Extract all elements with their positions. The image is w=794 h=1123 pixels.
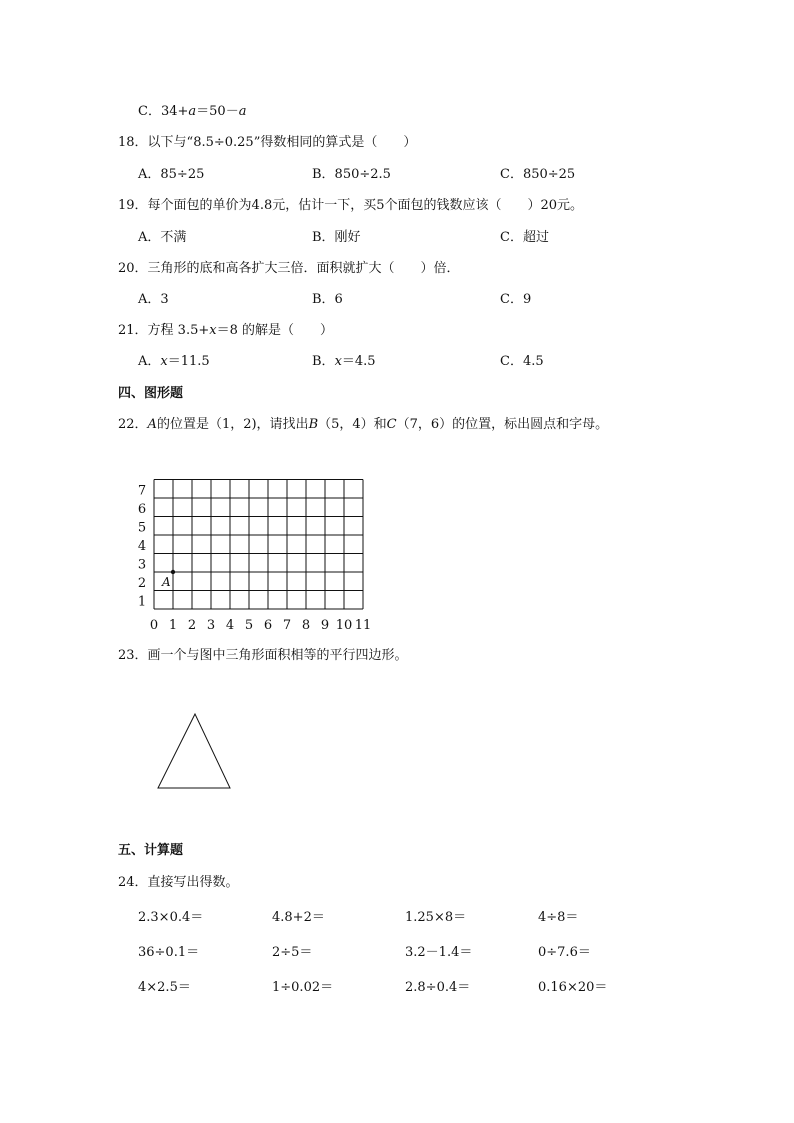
triangle-figure [150,708,240,794]
q21-stem-suffix: ＝8 的解是（ ） [216,323,333,338]
q17-option-c-mid: ＝50－ [196,104,239,119]
q22-stem [118,416,608,434]
q20-stem: 20．三角形的底和高各扩大三倍．面积就扩大（ ）倍． [118,261,460,276]
q19-stem: 19．每个面包的单价为4.8元，估计一下，买5个面包的钱数应该（ ）20元。 [118,198,584,213]
q23-stem: 23．画一个与图中三角形面积相等的平行四边形。 [118,648,408,663]
q18-stem: 18．以下与“8.5÷0.25”得数相同的算式是（ ） [118,135,417,150]
calc-r2-c4: 0÷7.6＝ [538,945,591,960]
x-tick-label-4: 4 [225,618,235,633]
q21-opt-a-suffix: ＝11.5 [167,354,210,369]
calc-r3-c4: 0.16×20＝ [538,980,608,995]
section-4-title: 四、图形题 [118,386,184,401]
y-tick-label-1: 1 [137,594,147,610]
q21-option-a [138,353,210,371]
q21-stem-var: x [209,323,217,338]
x-tick-label-0: 0 [149,618,159,633]
q21-opt-b-var: x [334,354,342,369]
x-tick-label-2: 2 [187,618,197,633]
q19-option-c: C．超过 [500,230,549,245]
calc-r3-c3: 2.8÷0.4＝ [405,980,471,995]
x-tick-label-3: 3 [206,618,216,633]
x-tick-label-10: 10 [335,618,353,633]
triangle-shape [158,714,230,788]
q22-stem-p1: 22． [118,417,148,432]
triangle-svg [150,708,240,794]
q17-var-a2: a [238,104,247,119]
q21-stem-prefix: 21．方程 3.5+ [118,323,210,338]
calc-r3-c1: 4×2.5＝ [138,980,191,995]
x-tick-label-8: 8 [301,618,311,633]
q21-option-c: C．4.5 [500,354,544,369]
q17-option-c-prefix: C．34+ [138,104,189,119]
section-5-title: 五、计算题 [118,843,184,858]
q21-opt-a-var: x [160,354,168,369]
q22-stem-p2: 的位置是（1，2)，请找出 [156,417,309,432]
x-tick-label-11: 11 [354,618,372,633]
y-tick-label-2: 2 [137,576,147,591]
y-tick-label-5: 5 [137,520,147,536]
q21-stem [118,322,333,340]
coordinate-grid-svg [130,472,380,637]
q18-option-c: C．850÷25 [500,167,576,182]
q20-option-a: A．3 [138,292,169,307]
q17-var-a: a [188,104,197,119]
y-tick-label-7: 7 [137,483,147,499]
q20-option-c: C．9 [500,292,532,307]
calc-r2-c2: 2÷5＝ [272,945,313,960]
calc-r1-c1: 2.3×0.4＝ [138,910,204,925]
calc-r1-c3: 1.25×8＝ [405,910,467,925]
q24-stem: 24．直接写出得数。 [118,875,239,890]
q22-letter-c: C [386,417,397,432]
q22-letter-a: A [147,417,157,432]
q22-letter-b: B [308,417,319,432]
q18-option-a: A．85÷25 [138,167,205,182]
calc-r3-c2: 1÷0.02＝ [272,980,334,995]
x-tick-label-1: 1 [168,618,178,633]
q21-option-b [312,353,376,371]
point-a-label: A [162,575,171,589]
q19-option-a: A．不满 [138,230,187,245]
point-a-dot [171,570,175,574]
q17-option-c [138,103,246,121]
q19-option-b: B．刚好 [312,230,361,245]
q21-opt-b-prefix: B． [312,354,335,369]
y-tick-label-6: 6 [137,502,147,517]
calc-r2-c1: 36÷0.1＝ [138,945,200,960]
x-tick-label-5: 5 [244,618,254,633]
x-tick-label-7: 7 [282,618,292,633]
y-tick-label-3: 3 [137,557,147,573]
coordinate-grid [130,472,380,637]
calc-r2-c3: 3.2－1.4＝ [405,945,473,960]
x-tick-label-9: 9 [320,618,330,633]
calc-r1-c2: 4.8+2＝ [272,910,325,925]
q18-option-b: B．850÷2.5 [312,167,391,182]
q22-stem-p3: （5，4）和 [318,417,387,432]
q20-option-b: B．6 [312,292,343,307]
y-tick-label-4: 4 [137,539,147,554]
q22-stem-p4: （7，6）的位置，标出圆点和字母。 [396,417,609,432]
x-tick-label-6: 6 [263,618,273,633]
q21-opt-b-suffix: ＝4.5 [341,354,376,369]
q21-opt-a-prefix: A． [138,354,161,369]
calc-r1-c4: 4÷8＝ [538,910,579,925]
